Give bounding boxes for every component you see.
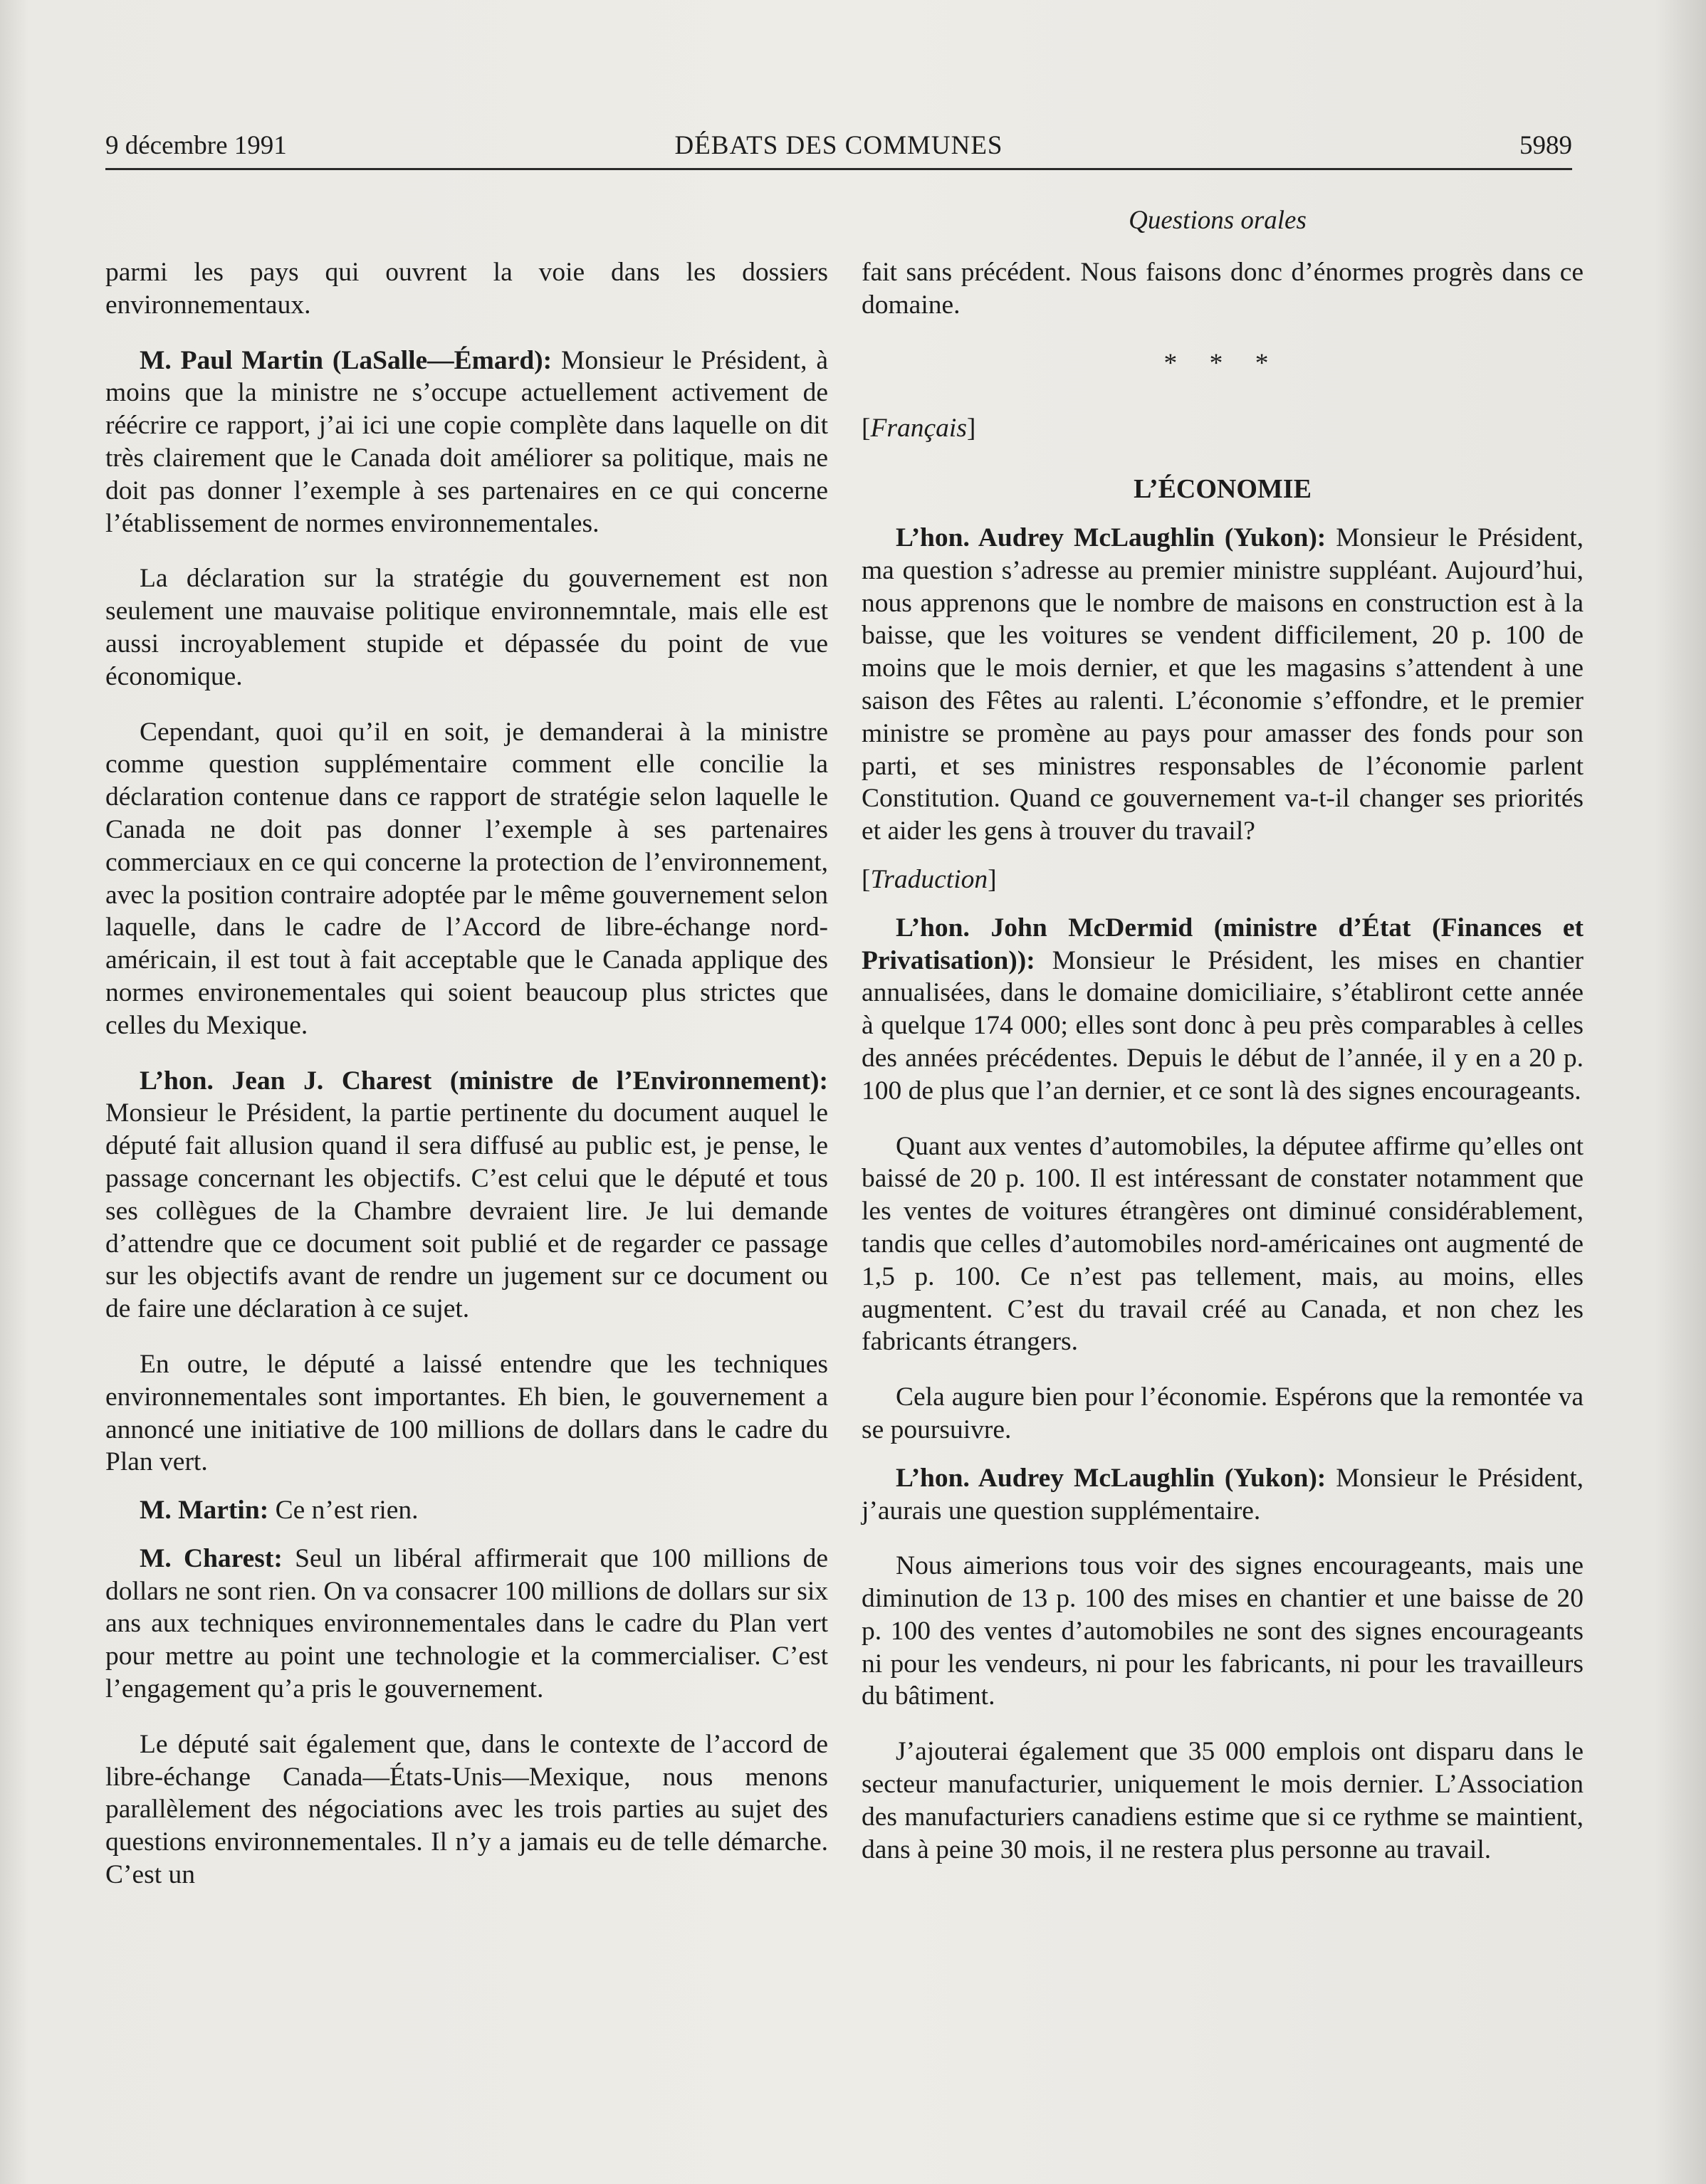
bracket-close: ] bbox=[988, 864, 997, 894]
speaker-name: L’hon. Audrey McLaughlin (Yukon): bbox=[896, 523, 1326, 552]
speech-text: Monsieur le Président, les mises en chantier annualisées, dans le domaine domiciliaire, s’établiront cette année à quelque 174 000; elles sont donc à peu près comparables à celles des années précédentes. Depuis le début de l’année, il y en a 20 p. 100 de plus que l’an dernier, et ce sont là des signes encourageants. bbox=[862, 945, 1584, 1106]
bracket-open: [ bbox=[862, 414, 871, 443]
speech-paragraph bbox=[105, 1065, 828, 1325]
bracket-open: [ bbox=[862, 864, 871, 894]
bracket-close: ] bbox=[966, 414, 976, 443]
speaker-name: M. Paul Martin (LaSalle—Émard): bbox=[140, 345, 553, 375]
speech-paragraph bbox=[105, 345, 828, 540]
header-page-number: 5989 bbox=[1519, 131, 1572, 160]
language-marker bbox=[862, 863, 1584, 896]
section-title: L’ÉCONOMIE bbox=[1134, 474, 1312, 505]
paragraph: Le député sait également que, dans le contexte de l’accord de libre-échange Canada—États-Unis—Mexique, nous menons parallèlement des négociations avec les trois parties au sujet des questions environnementales. Il n’y a jamais eu de telle démarche. C’est un bbox=[105, 1729, 828, 1890]
speech-paragraph bbox=[105, 1494, 828, 1527]
language-label: Français bbox=[870, 414, 967, 443]
speech-text: Monsieur le Président, la partie pertinente du document auquel le député fait allusion quand il sera diffusé au public est, je pense, le passage concernant les objectifs. C’est celui que le député et tous ses collègues de la Chambre devraient lire. Je lui demande d’attendre que ce document soit publié et de regarder ce passage sur les objectifs avant de rendre un jugement sur ce document ou de faire une déclaration à ce sujet. bbox=[105, 1098, 828, 1324]
right-column bbox=[862, 256, 1584, 1866]
paragraph: Cela augure bien pour l’économie. Espérons que la remontée va se poursuivre. bbox=[862, 1382, 1584, 1444]
section-separator: * * * bbox=[1163, 348, 1282, 378]
left-column bbox=[105, 256, 828, 1891]
header-title: DÉBATS DES COMMUNES bbox=[674, 131, 1003, 160]
paragraph: J’ajouterai également que 35 000 emplois ont disparu dans le secteur manufacturier, uniquement le mois dernier. L’Association des manufacturiers canadiens estime que si ce rythme se maintient, dans à peine 30 mois, il ne restera plus personne au travail. bbox=[862, 1737, 1584, 1864]
speech-text: Ce n’est rien. bbox=[268, 1496, 419, 1526]
speaker-name: L’hon. John McDermid (ministre d’État (Finances et Privatisation)): bbox=[862, 913, 1584, 975]
speaker-name: L’hon. Jean J. Charest (ministre de l’Environnement): bbox=[140, 1066, 828, 1096]
paragraph: Nous aimerions tous voir des signes encourageants, mais une diminution de 13 p. 100 des mises en chantier et une baisse de 20 p. 100 des ventes d’automobiles ne sont des signes encourageants ni pour les vendeurs, ni pour les fabricants, ni pour les travailleurs du bâtiment. bbox=[862, 1551, 1584, 1711]
speech-text: Monsieur le Président, ma question s’adresse au premier ministre suppléant. Aujourd’hui, nous apprenons que le nombre de maisons en construction est à la baisse, que les voitures se vendent difficilement, 20 p. 100 de moins que le mois dernier, et que les magasins s’attendent à une saison des Fêtes au ralenti. L’économie s’effondre, et le premier ministre se promène au pays pour amasser des fonds pour son parti, et ses ministres responsables de l’économie parlent Constitution. Quand ce gouvernement va-t-il changer ses priorités et aider les gens à trouver du travail? bbox=[862, 523, 1584, 846]
speaker-name: M. Martin: bbox=[140, 1496, 269, 1526]
running-head: Questions orales bbox=[1129, 206, 1307, 235]
speaker-name: M. Charest: bbox=[140, 1543, 283, 1573]
page-header bbox=[105, 128, 1572, 165]
speech-text: Seul un libéral affirmerait que 100 millions de dollars ne sont rien. On va consacrer 100 millions de dollars sur six ans aux techniques environnementales dans le cadre du Plan vert pour mettre au point une technologie et la commercialiser. C’est l’engagement qu’a pris le gouvernement. bbox=[105, 1543, 829, 1704]
language-marker bbox=[862, 412, 1584, 445]
speech-text: Monsieur le Président, j’aurais une question supplémentaire. bbox=[862, 1463, 1584, 1526]
paragraph: fait sans précédent. Nous faisons donc d’énormes progrès dans ce domaine. bbox=[862, 258, 1584, 320]
paragraph: Cependant, quoi qu’il en soit, je demanderai à la ministre comme question supplémentaire comment elle concilie la déclaration contenue dans ce rapport de stratégie selon laquelle le Canada ne doit pas donner l’exemple à ses partenaires commerciaux en ce qui concerne la protection de l’environnement, avec la position contraire adoptée par le même gouvernement selon laquelle, dans le cadre de l’Accord de libre-échange nord-américain, il est tout à fait acceptable que le Canada applique des normes environementales qui soient beaucoup plus strictes que celles du Mexique. bbox=[105, 717, 828, 1040]
language-label: Traduction bbox=[870, 864, 988, 894]
paragraph: Quant aux ventes d’automobiles, la députee affirme qu’elles ont baissé de 20 p. 100. Il est intéressant de constater notamment que les ventes de voitures étrangères ont diminué considérablement, tandis que celles d’automobiles nord-américaines ont augmenté de 1,5 p. 100. Ce n’est pas tellement, mais, au moins, elles augmentent. C’est du travail créé au Canada, et non chez les fabricants étrangers. bbox=[862, 1131, 1584, 1357]
paragraph: La déclaration sur la stratégie du gouvernement est non seulement une mauvaise politique environnemntale, mais elle est aussi incroyablement stupide et dépassée du point de vue économique. bbox=[105, 564, 828, 691]
paragraph: parmi les pays qui ouvrent la voie dans les dossiers environnementaux. bbox=[105, 258, 828, 320]
speech-paragraph bbox=[862, 1462, 1584, 1528]
speech-text: Monsieur le Président, à moins que la ministre ne s’occupe actuellement activement de réécrire ce rapport, j’ai ici une copie complète dans laquelle on dit très clairement que le Canada doit améliorer sa politique, mais ne doit pas donner l’exemple à ses partenaires en ce qui concerne l’établissement de normes environnementales. bbox=[105, 345, 828, 538]
speech-paragraph bbox=[862, 522, 1584, 848]
header-rule bbox=[105, 168, 1572, 170]
speaker-name: L’hon. Audrey McLaughlin (Yukon): bbox=[896, 1463, 1326, 1493]
header-date: 9 décembre 1991 bbox=[105, 131, 287, 160]
speech-paragraph bbox=[105, 1543, 828, 1706]
paragraph: En outre, le député a laissé entendre que les techniques environnementales sont importantes. Eh bien, le gouvernement a annoncé une initiative de 100 millions de dollars dans le cadre du Plan vert. bbox=[105, 1349, 828, 1477]
speech-paragraph bbox=[862, 912, 1584, 1108]
